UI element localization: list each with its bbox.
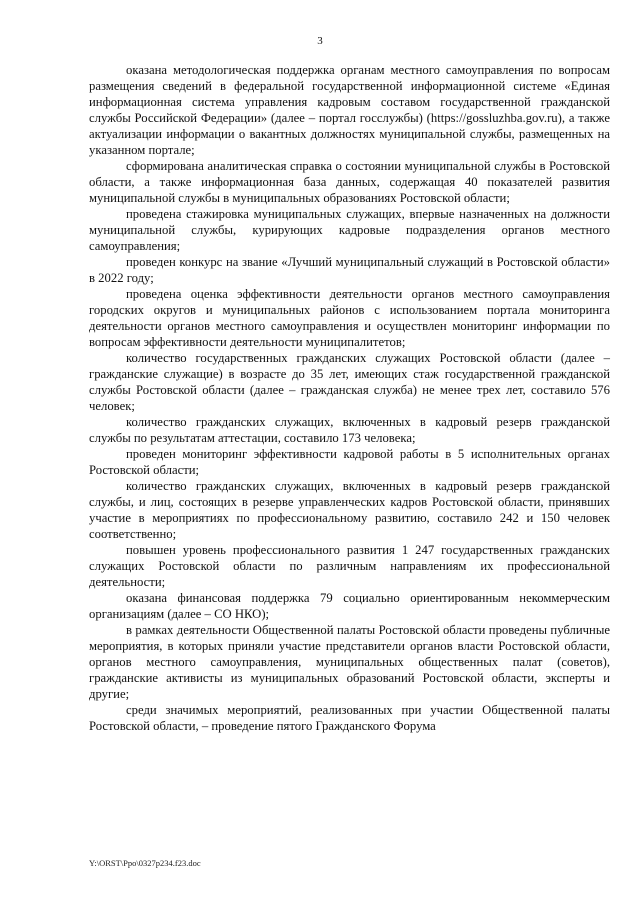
paragraph: проведен мониторинг эффективности кадровой работы в 5 исполнительных органах Ростовской области; — [89, 447, 610, 477]
paragraph: повышен уровень профессионального развития 1 247 государственных гражданских служащих Ростовской области по различным направлениям их профессиональной деятельности; — [89, 543, 610, 589]
paragraph: количество гражданских служащих, включенных в кадровый резерв гражданской службы по результатам аттестации, составило 173 человека; — [89, 415, 610, 445]
paragraph: проведена оценка эффективности деятельности органов местного самоуправления городских округов и муниципальных районов с использованием портала мониторинга деятельности органов местного самоуправления и осуществлен мониторинг информации по вопросам эффективности деятельности муниципалитетов; — [89, 287, 610, 349]
paragraph: проведен конкурс на звание «Лучший муниципальный служащий в Ростовской области» в 2022 году; — [89, 255, 610, 285]
paragraph: оказана финансовая поддержка 79 социально ориентированным некоммерческим организациям (далее – СО НКО); — [89, 591, 610, 621]
paragraph: количество государственных гражданских служащих Ростовской области (далее – гражданские служащие) в возрасте до 35 лет, имеющих стаж государственной гражданской службы Ростовской области (далее – гражданская служба) не менее трех лет, составило 576 человек; — [89, 351, 610, 413]
paragraph: среди значимых мероприятий, реализованных при участии Общественной палаты Ростовской области, – проведение пятого Гражданского Форума — [89, 703, 610, 733]
paragraph: количество гражданских служащих, включенных в кадровый резерв гражданской службы, и лиц, состоящих в резерве управленческих кадров Ростовской области, принявших участие в мероприятиях по профессиональному развитию, составило 242 и 150 человек соответственно; — [89, 479, 610, 541]
paragraph: проведена стажировка муниципальных служащих, впервые назначенных на должности муниципальной службы, курирующих кадровые подразделения органов местного самоуправления; — [89, 207, 610, 253]
page-number: 3 — [317, 35, 323, 47]
paragraph: оказана методологическая поддержка органам местного самоуправления по вопросам размещения сведений в федеральной государственной информационной системе «Единая информационная система управления кадровым составом государственной гражданской службы Российской Федерации» (далее – портал госслужбы) (https://gossluzhba.gov.ru), а также актуализации информации о вакантных должностях муниципальной службы, размещенных на указанном портале; — [89, 63, 610, 157]
document-body — [89, 62, 610, 734]
paragraph: в рамках деятельности Общественной палаты Ростовской области проведены публичные мероприятия, в которых приняли участие представители органов власти Ростовской области, органов местного самоуправления, муниципальных общественных палат (советов), гражданские активисты из муниципальных образований Ростовской области, эксперты и другие; — [89, 623, 610, 701]
paragraph: сформирована аналитическая справка о состоянии муниципальной службы в Ростовской области, а также информационная база данных, содержащая 40 показателей развития муниципальной службы в муниципальных образованиях Ростовской области; — [89, 159, 610, 205]
footer-file-path: Y:\ORST\Ppo\0327p234.f23.doc — [89, 858, 201, 868]
